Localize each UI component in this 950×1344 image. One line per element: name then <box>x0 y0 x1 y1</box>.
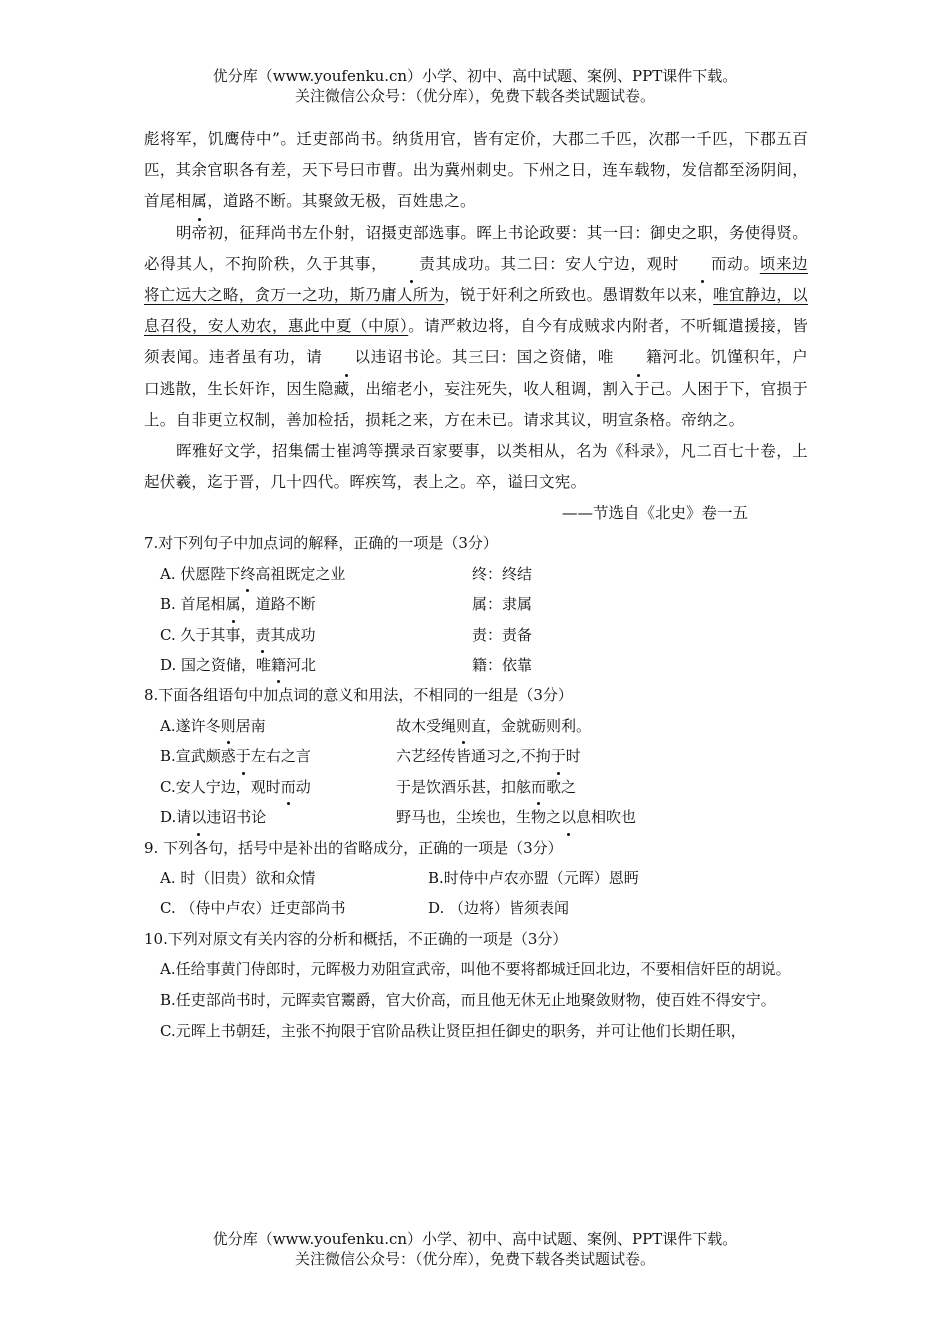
dotted-char: 责 <box>387 249 435 280</box>
underlined-sentence-2: 唯宜静边，以息召役，安人劝农，惠此中夏（中原） <box>144 286 808 336</box>
dotted-char: 籍 <box>614 342 662 373</box>
question-7-option-a: A. 伏愿陛下终高祖既定之业 终：终结 <box>144 559 808 589</box>
question-9-option-b: B.时侍中卢农亦盟（元晖）恩眄 <box>428 868 639 887</box>
passage-source: ——节选自《北史》卷一五 <box>561 504 748 523</box>
question-7-option-d: D. 国之资储，唯籍河北 籍：依靠 <box>144 650 808 680</box>
dotted-char: 则 <box>221 711 236 741</box>
dotted-char: 于 <box>236 741 251 771</box>
document-body <box>144 124 808 1047</box>
dotted-char: 属 <box>191 186 207 217</box>
dotted-char: 而 <box>531 772 546 802</box>
dotted-char: 则 <box>456 711 471 741</box>
page-header <box>0 66 950 106</box>
question-9-option-d: D. （边将）皆须表闻 <box>428 899 570 918</box>
passage-paragraph-1: 彪将军，饥鹰侍中”。迁吏部尚书。纳货用官，皆有定价，大郡二千匹，次郡一千匹，下郡五百匹，其余官职各有差，天下号曰市曹。出为冀州刺史。下州之日，连车载物，发信都至汤阴间，首尾相属，道路不断。其聚敛无极，百姓患之。 <box>144 124 808 218</box>
passage-paragraph-3: 晖雅好文学，招集儒士崔鸿等撰录百家要事，以类相从，名为《科录》，凡二百七十卷，上起伏羲，迄于晋，几十四代。晖疾笃，表上之。卒，谥曰文宪。 <box>144 442 808 492</box>
question-10-stem: 10.下列对原文有关内容的分析和概括，不正确的一项是（3分） <box>144 929 568 948</box>
question-8-option-d: D.请以违诏书论 野马也，尘埃也，生物之以息相吹也 <box>144 802 808 832</box>
dotted-char: 以 <box>561 802 576 832</box>
dotted-char: 以 <box>323 342 371 373</box>
footer-line-2: 关注微信公众号：（优分库），免费下载各类试题试卷。 <box>294 1250 655 1268</box>
dotted-char: 籍 <box>271 650 286 680</box>
underlined-sentence-1: 顷来边将亡远大之略，贪万一之功，斯乃庸人所为 <box>144 254 808 305</box>
question-9-row-1 <box>144 863 808 893</box>
question-8-stem: 8.下面各组语句中加点词的意义和用法，不相同的一组是（3分） <box>144 686 573 705</box>
option-gloss: 属：隶属 <box>472 595 533 614</box>
question-10-option-b: B.任吏部尚书时，元晖卖官鬻爵，官大价高，而且他无休无止地聚敛财物，使百姓不得安宁。 <box>160 991 776 1010</box>
question-8-option-a: A.遂许冬则居南 故木受绳则直，金就砺则利。 <box>144 711 808 741</box>
page-footer <box>0 1229 950 1269</box>
option-gloss: 终：终结 <box>472 564 533 583</box>
question-10-option-a: A.任给事黄门侍郎时，元晖极力劝阻宣武帝，叫他不要将都城迁回北边，不要相信奸臣的胡说。 <box>160 960 791 979</box>
passage-paragraph-2: 明帝初，征拜尚书左仆射，诏摄吏部选事。晖上书论政要：其一曰：御史之职，务使得贤。必得其人，不拘阶秩，久于其事， 责其成功。其二曰：安人宁边，观时 而动。顷来边将亡远大之略，贪万一之功，斯乃庸人所为，锐于奸利之所致也。愚谓数年以来，唯宜静边，以息召役，安人劝农，惠此中夏（中原）。请严敕边将，自今有成贼求内附者，不听辄遣援接，皆须表闻。违者虽有功，请 以违诏书论。其三曰：国之资储，唯 籍河北。饥馑积年，户口逃散，生长奸诈，因生隐藏，出缩老小，妄注死失，收人租调，割入于己。人困于下，官损于上。自非更立权制，善加检括，损耗之来，方在未已。请求其议，明宣条格。帝纳之。 <box>144 223 809 429</box>
question-8-option-c: C.安人宁边，观时而动 于是饮酒乐甚，扣舷而歌之 <box>144 772 808 802</box>
question-7-option-c: C. 久于其事，责其成功 责：责备 <box>144 620 808 650</box>
header-line-2: 关注微信公众号：（优分库），免费下载各类试题试卷。 <box>294 87 655 105</box>
dotted-char: 终 <box>240 559 255 589</box>
question-9-row-2 <box>144 893 808 923</box>
question-7-stem: 7.对下列句子中加点词的解释，正确的一项是（3分） <box>144 534 498 553</box>
question-9-option-c: C. （侍中卢农）迁吏部尚书 <box>160 899 346 918</box>
option-gloss: 责：责备 <box>472 625 533 644</box>
question-9-option-a: A. 时（旧贵）欲和众情 <box>160 868 316 887</box>
dotted-char: 而 <box>679 249 727 280</box>
footer-line-1: 优分库（www.youfenku.cn）小学、初中、高中试题、案例、PPT课件下载。 <box>212 1230 738 1248</box>
question-7-option-b: B. 首尾相属，道路不断 属：隶属 <box>144 589 808 619</box>
dotted-char: 而 <box>281 772 296 802</box>
dotted-char: 以 <box>191 802 206 832</box>
question-8-option-b: B.宣武颇惑于左右之言 六艺经传皆通习之,不拘于时 <box>144 741 808 771</box>
question-10-option-c: C.元晖上书朝廷，主张不拘限于官阶品秩让贤臣担任御史的职务，并可让他们长期任职， <box>160 1022 746 1041</box>
dotted-char: 属 <box>226 589 241 619</box>
option-gloss: 籍：依靠 <box>472 656 533 675</box>
dotted-char: 责 <box>255 620 270 650</box>
question-9-stem: 9. 下列各句，括号中是补出的省略成分，正确的一项是（3分） <box>144 838 563 857</box>
dotted-char: 于 <box>551 741 566 771</box>
header-line-1: 优分库（www.youfenku.cn）小学、初中、高中试题、案例、PPT课件下载。 <box>212 67 738 85</box>
